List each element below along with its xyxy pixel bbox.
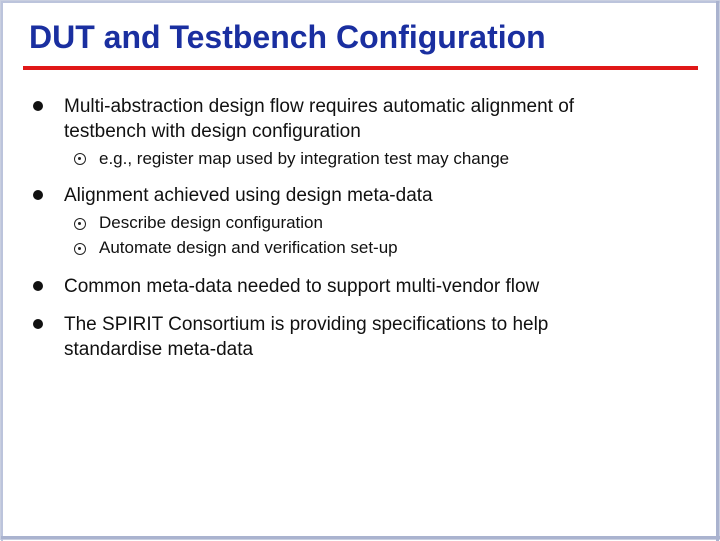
- sub-bullet-text: Automate design and verification set-up: [99, 238, 398, 257]
- circled-dot-bullet-icon: [74, 243, 86, 255]
- circled-dot-bullet-icon: [74, 153, 86, 165]
- bullet-text-line: Common meta-data needed to support multi-vendor flow: [64, 276, 540, 297]
- bullet-text-line: standardise meta-data: [64, 339, 254, 360]
- bullet-text-line: The SPIRIT Consortium is providing specifications to help: [64, 314, 549, 335]
- filled-circle-bullet-icon: [33, 101, 43, 111]
- filled-circle-bullet-icon: [33, 190, 43, 200]
- bullet-text-line: testbench with design configuration: [64, 121, 361, 142]
- filled-circle-bullet-icon: [33, 319, 43, 329]
- filled-circle-bullet-icon: [33, 281, 43, 291]
- bullet-text-line: Alignment achieved using design meta-data: [64, 185, 433, 206]
- sub-bullet-text: Describe design configuration: [99, 213, 323, 232]
- slide-title: DUT and Testbench Configuration: [29, 19, 546, 55]
- slide-content: [1, 1, 720, 541]
- sub-bullet-text: e.g., register map used by integration test may change: [99, 149, 510, 168]
- circled-dot-bullet-icon: [74, 218, 86, 230]
- bullet-text-line: Multi-abstraction design flow requires automatic alignment of: [64, 96, 575, 117]
